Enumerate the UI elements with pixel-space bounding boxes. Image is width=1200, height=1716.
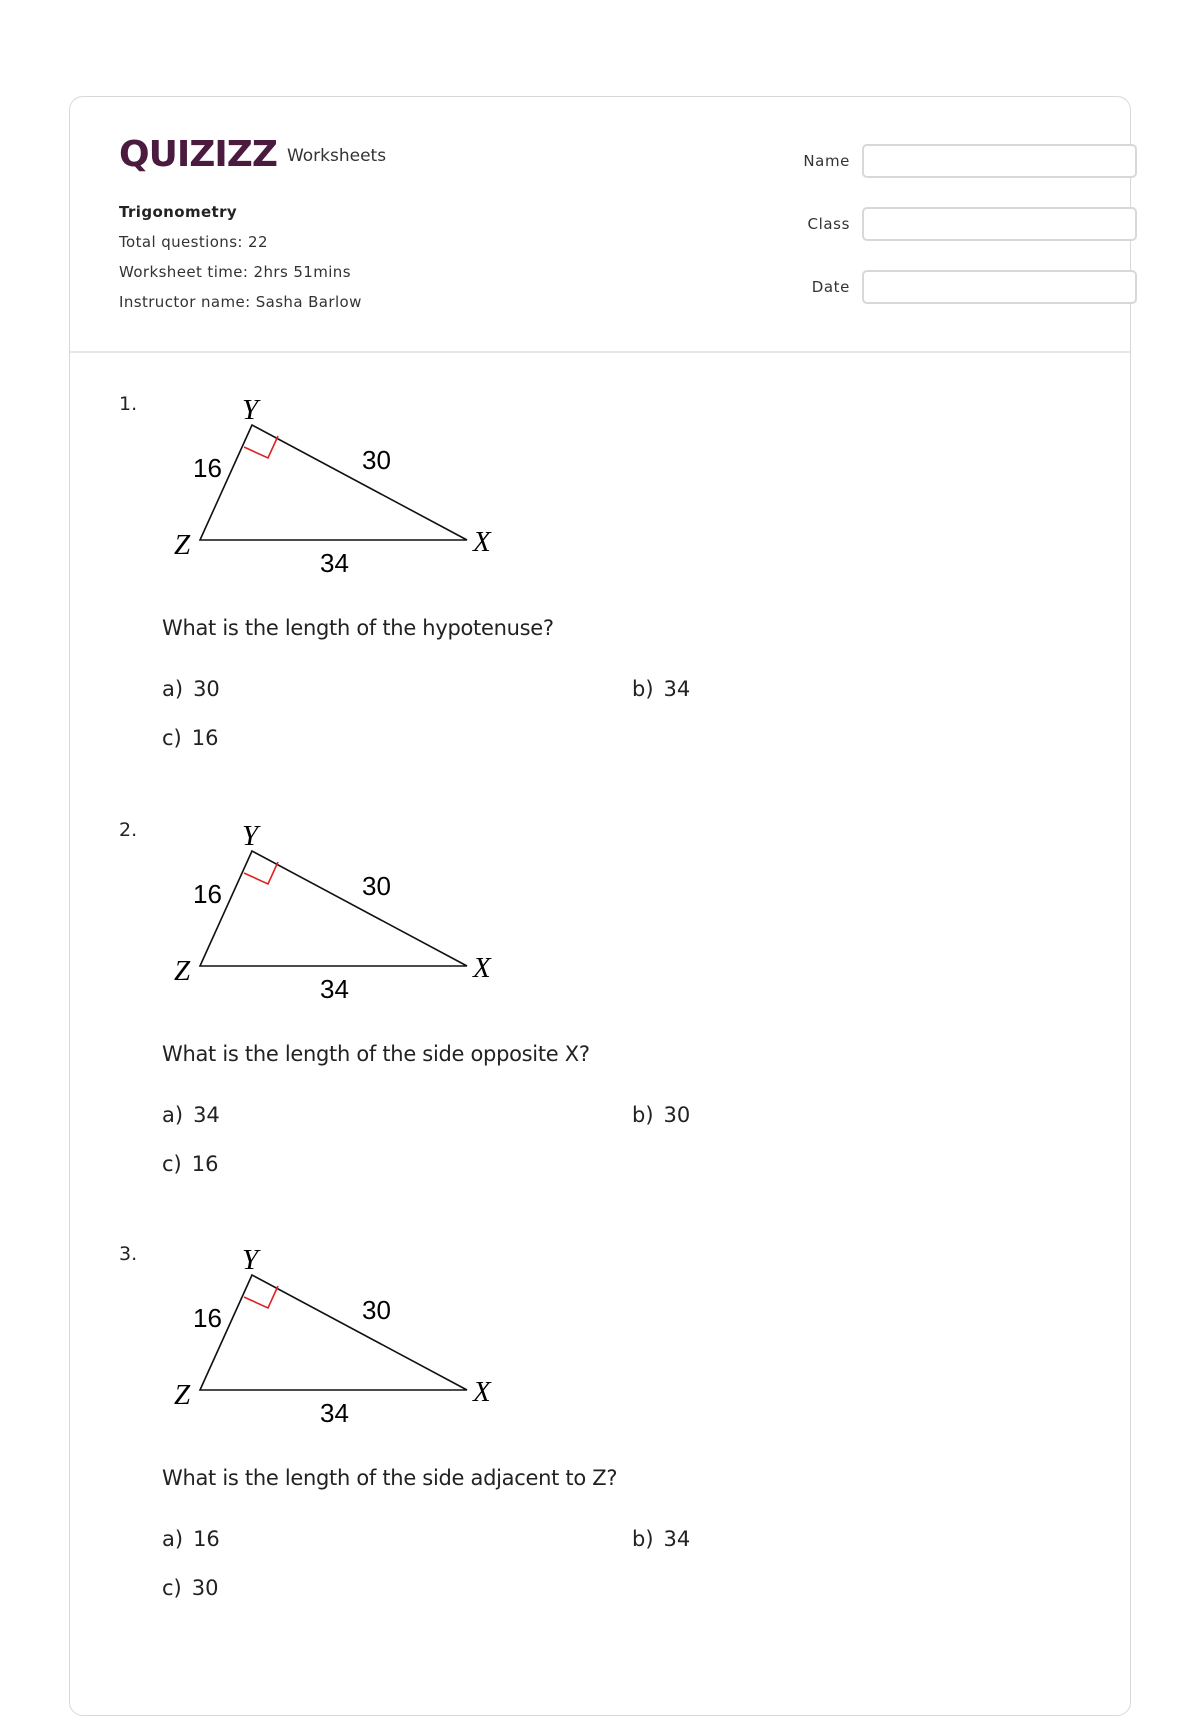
total-questions: Total questions: 22 bbox=[119, 233, 268, 251]
student-fields bbox=[690, 143, 1137, 332]
side-yx-label: 30 bbox=[362, 871, 391, 901]
brand bbox=[119, 135, 386, 175]
right-angle-marker bbox=[244, 862, 278, 884]
name-field[interactable] bbox=[862, 144, 1137, 178]
vertex-y-label: Y bbox=[242, 1244, 259, 1276]
right-angle-marker bbox=[244, 1286, 278, 1308]
date-label: Date bbox=[811, 278, 850, 296]
option-a[interactable] bbox=[162, 1527, 220, 1551]
option-b[interactable] bbox=[632, 1103, 690, 1127]
side-zx-label: 34 bbox=[320, 974, 349, 1004]
worksheet-header bbox=[70, 97, 1130, 353]
option-c[interactable] bbox=[162, 1152, 218, 1176]
option-value: 16 bbox=[193, 1527, 220, 1551]
question-number: 2. bbox=[119, 819, 138, 841]
worksheet-card bbox=[69, 96, 1131, 1716]
vertex-z-label: Z bbox=[174, 1379, 191, 1411]
option-a[interactable] bbox=[162, 1103, 220, 1127]
option-value: 16 bbox=[191, 726, 219, 750]
worksheet-time: Worksheet time: 2hrs 51mins bbox=[119, 263, 351, 281]
option-b[interactable] bbox=[632, 677, 690, 701]
vertex-z-label: Z bbox=[174, 955, 191, 987]
name-label: Name bbox=[803, 152, 850, 170]
option-letter: a) bbox=[162, 1527, 184, 1551]
worksheet-meta bbox=[119, 197, 362, 317]
right-angle-marker bbox=[244, 436, 278, 458]
triangle-shape bbox=[200, 425, 467, 540]
option-letter: b) bbox=[632, 677, 654, 701]
option-value: 16 bbox=[191, 1152, 219, 1176]
side-zx-label: 34 bbox=[320, 1398, 349, 1428]
vertex-x-label: X bbox=[473, 1376, 491, 1408]
option-c[interactable] bbox=[162, 726, 218, 750]
side-zy-label: 16 bbox=[193, 453, 222, 483]
option-value: 30 bbox=[191, 1576, 219, 1600]
triangle-shape bbox=[200, 851, 467, 966]
side-yx-label: 30 bbox=[362, 1295, 391, 1325]
option-letter: a) bbox=[162, 677, 184, 701]
vertex-z-label: Z bbox=[174, 529, 191, 561]
question-2 bbox=[70, 819, 1130, 1219]
quizizz-logo: QUIZIZZ bbox=[119, 134, 277, 175]
class-field[interactable] bbox=[862, 207, 1137, 241]
date-field[interactable] bbox=[862, 270, 1137, 304]
triangle-shape bbox=[200, 1275, 467, 1390]
vertex-x-label: X bbox=[473, 526, 491, 558]
option-value: 34 bbox=[193, 1103, 220, 1127]
right-triangle-figure bbox=[174, 383, 540, 583]
vertex-y-label: Y bbox=[242, 820, 259, 852]
option-letter: c) bbox=[162, 1152, 182, 1176]
instructor-name: Instructor name: Sasha Barlow bbox=[119, 293, 362, 311]
right-triangle-figure bbox=[174, 1233, 540, 1433]
subject-title: Trigonometry bbox=[119, 203, 238, 221]
vertex-x-label: X bbox=[473, 952, 491, 984]
option-value: 30 bbox=[663, 1103, 691, 1127]
brand-suffix: Worksheets bbox=[286, 146, 387, 166]
option-c[interactable] bbox=[162, 1576, 218, 1600]
question-text: What is the length of the side opposite X? bbox=[162, 1042, 590, 1066]
side-zx-label: 34 bbox=[320, 548, 349, 578]
option-value: 30 bbox=[193, 677, 220, 701]
question-1 bbox=[70, 393, 1130, 793]
option-letter: c) bbox=[162, 726, 182, 750]
option-letter: b) bbox=[632, 1527, 654, 1551]
side-zy-label: 16 bbox=[193, 1303, 222, 1333]
option-letter: b) bbox=[632, 1103, 654, 1127]
question-text: What is the length of the hypotenuse? bbox=[162, 616, 554, 640]
option-value: 34 bbox=[663, 677, 691, 701]
side-yx-label: 30 bbox=[362, 445, 391, 475]
side-zy-label: 16 bbox=[193, 879, 222, 909]
question-number: 1. bbox=[119, 393, 138, 415]
question-3 bbox=[70, 1243, 1130, 1643]
vertex-y-label: Y bbox=[242, 394, 259, 426]
option-letter: a) bbox=[162, 1103, 184, 1127]
option-b[interactable] bbox=[632, 1527, 690, 1551]
question-text: What is the length of the side adjacent to Z? bbox=[162, 1466, 618, 1490]
class-label: Class bbox=[807, 215, 850, 233]
question-number: 3. bbox=[119, 1243, 138, 1265]
option-letter: c) bbox=[162, 1576, 182, 1600]
option-a[interactable] bbox=[162, 677, 220, 701]
option-value: 34 bbox=[663, 1527, 691, 1551]
right-triangle-figure bbox=[174, 809, 540, 1009]
